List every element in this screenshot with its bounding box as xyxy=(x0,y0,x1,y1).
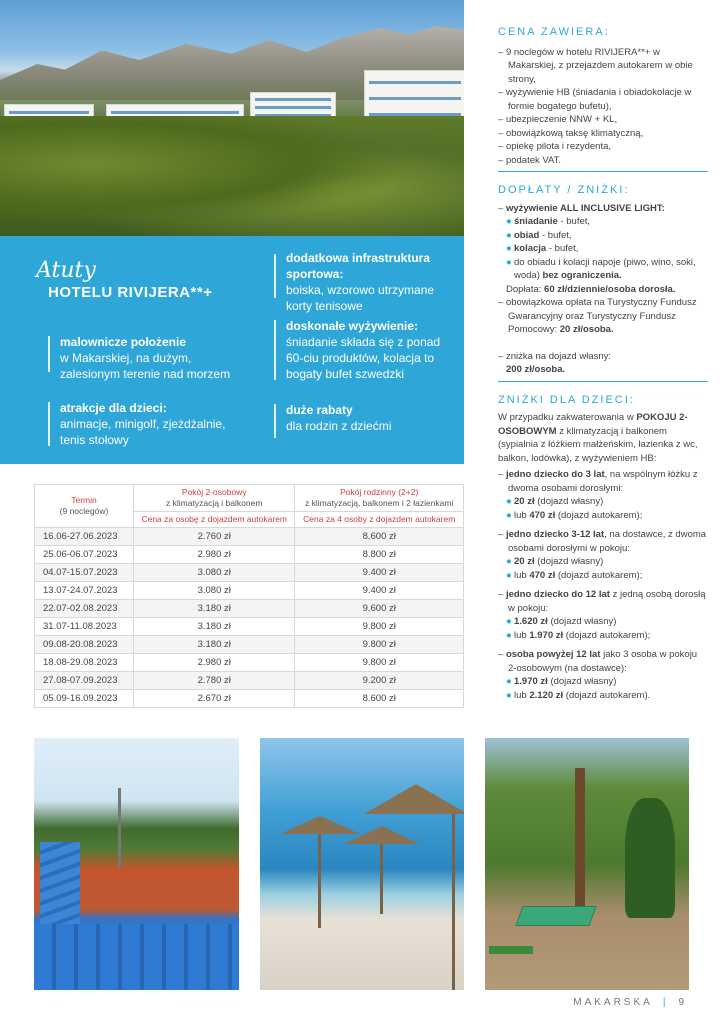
list-item: ● śniadanie - bufet, xyxy=(506,216,591,227)
surcharges-list xyxy=(498,202,708,377)
feature-discounts xyxy=(286,402,456,434)
term-cell: 04.07-15.07.2023 xyxy=(35,564,134,582)
room2-price-cell: 3.180 zł xyxy=(134,636,295,654)
straw-umbrella xyxy=(280,816,360,834)
price-table xyxy=(34,484,464,708)
term-cell: 27.08-07.09.2023 xyxy=(35,672,134,690)
term-cell: 16.06-27.06.2023 xyxy=(35,528,134,546)
feature-sports xyxy=(286,250,456,314)
olive-trees xyxy=(0,116,464,236)
list-item: ● 20 zł (dojazd własny) xyxy=(506,556,604,567)
feature-head: malownicze położenie xyxy=(60,335,187,349)
list-item: 200 zł/osoba. xyxy=(506,364,566,375)
child-discounts-list xyxy=(498,468,708,702)
list-item: ● lub 470 zł (dojazd autokarem); xyxy=(506,509,643,521)
list-item: – jedno dziecko do 12 lat z jedną osobą dorosłą w pokoju: xyxy=(498,589,706,614)
feature-divider xyxy=(274,320,276,380)
list-item: ● lub 470 zł (dojazd autokarem); xyxy=(506,569,643,581)
list-item: ● do obiadu i kolacji napoje (piwo, wino, soki, woda) bez ograniczenia. xyxy=(506,256,696,281)
page-number: 9 xyxy=(678,997,687,1008)
list-item: ● 1.620 zł (dojazd własny) xyxy=(506,616,617,627)
family-price-cell: 9.400 zł xyxy=(295,582,464,600)
family-price-cell: 9.400 zł xyxy=(295,564,464,582)
features-hotel-title: HOTELU RIVIJERA**+ xyxy=(48,284,213,301)
list-item: ● 20 zł (dojazd własny) xyxy=(506,496,604,507)
col-subheader-family-price: Cena za 4 osoby z dojazdem autokarem xyxy=(295,512,464,528)
room2-price-cell: 2.980 zł xyxy=(134,654,295,672)
feature-text: boiska, wzorowo utrzymane korty tenisowe xyxy=(286,283,435,313)
page-footer xyxy=(573,997,687,1008)
feature-divider xyxy=(274,254,276,298)
room2-price-cell: 3.180 zł xyxy=(134,600,295,618)
room2-price-cell: 2.780 zł xyxy=(134,672,295,690)
list-item: – jedno dziecko 3-12 lat, na dostawce, z dwoma osobami dorosłymi w pokoju: xyxy=(498,529,707,554)
table-row xyxy=(35,654,464,672)
family-price-cell: 8.800 zł xyxy=(295,546,464,564)
hotel-features-box xyxy=(0,236,464,464)
feature-text: dla rodzin z dziećmi xyxy=(286,419,392,433)
col-header-family: Pokój rodzinny (2+2) z klimatyzacją, balkonem i 2 łazienkami xyxy=(295,485,464,512)
room2-price-cell: 2.980 zł xyxy=(134,546,295,564)
feature-head: dodatkowa infrastruktura sportowa: xyxy=(286,251,431,281)
room2-price-cell: 2.670 zł xyxy=(134,690,295,708)
family-price-cell: 9.800 zł xyxy=(295,636,464,654)
ping-pong-table xyxy=(515,906,596,926)
table-row xyxy=(35,636,464,654)
list-item: ● lub 1.970 zł (dojazd autokarem); xyxy=(506,629,651,641)
list-item: – jedno dziecko do 3 lat, na wspólnym łóżku z dwoma osobami dorosłymi: xyxy=(498,469,698,494)
light-pole xyxy=(118,788,121,868)
term-cell: 05.09-16.09.2023 xyxy=(35,690,134,708)
beach-umbrellas-photo xyxy=(260,738,464,990)
list-item: – obowiązkową taksę klimatyczną, xyxy=(498,127,644,139)
col-header-term: Termin (9 noclegów) xyxy=(35,485,134,528)
list-item: Dopłata: 60 zł/dziennie/osoba dorosła. xyxy=(506,283,676,295)
feature-text: w Makarskiej, na dużym, zalesionym terenie nad morzem xyxy=(60,351,231,381)
table-row xyxy=(35,582,464,600)
family-price-cell: 9.800 zł xyxy=(295,618,464,636)
family-price-cell: 8.600 zł xyxy=(295,528,464,546)
feature-text: śniadanie składa się z ponad 60-ciu produktów, kolacja to bogaty bufet szwedzki xyxy=(286,335,441,381)
feature-location xyxy=(60,334,246,382)
tennis-court-photo xyxy=(34,738,239,990)
list-item: – opiekę pilota i rezydenta, xyxy=(498,141,612,152)
child-discounts-intro: W przypadku zakwaterowania w POKOJU 2-OSOBOWYM z klimatyzacją i balkonem (sypialnia z łóżkiem małżeńskim, łazienka z wc, balkon, lodówka), z wyżywieniem HB: xyxy=(498,412,698,464)
list-item: – zniżka na dojazd własny: xyxy=(498,350,612,362)
table-row xyxy=(35,564,464,582)
pine-tree xyxy=(625,798,675,918)
feature-text: animacje, minigolf, zjeżdżalnie, tenis stołowy xyxy=(60,417,226,447)
footer-divider: | xyxy=(662,997,669,1008)
section-divider xyxy=(498,381,708,382)
room2-price-cell: 2.760 zł xyxy=(134,528,295,546)
list-item: ● obiad - bufet, xyxy=(506,229,572,241)
table-row xyxy=(35,672,464,690)
list-item: – podatek VAT. xyxy=(498,154,562,166)
surcharges-heading: DOPŁATY / ZNIŻKI: xyxy=(498,184,630,196)
list-item: ● kolacja - bufet, xyxy=(506,243,579,254)
term-cell: 25.06-06.07.2023 xyxy=(35,546,134,564)
feature-divider xyxy=(48,402,50,446)
price-includes-list xyxy=(498,46,708,168)
list-item: – ubezpieczenie NNW + KL, xyxy=(498,114,618,125)
feature-divider xyxy=(48,336,50,372)
term-cell: 22.07-02.08.2023 xyxy=(35,600,134,618)
term-cell: 09.08-20.08.2023 xyxy=(35,636,134,654)
term-cell: 13.07-24.07.2023 xyxy=(35,582,134,600)
table-row xyxy=(35,600,464,618)
umbrella-pole xyxy=(452,814,455,990)
price-table-body xyxy=(35,528,464,708)
family-price-cell: 9.200 zł xyxy=(295,672,464,690)
straw-umbrella xyxy=(344,826,420,844)
park-bench xyxy=(489,946,533,954)
list-item: ● lub 2.120 zł (dojazd autokarem). xyxy=(506,689,651,701)
straw-umbrella xyxy=(364,784,464,814)
list-item: – 9 noclegów w hotelu RIVIJERA**+ w Makarskiej, z przejazdem autokarem w obie strony, xyxy=(498,46,693,85)
room2-price-cell: 3.080 zł xyxy=(134,564,295,582)
pine-trunk xyxy=(575,768,585,918)
table-row xyxy=(35,528,464,546)
term-cell: 18.08-29.08.2023 xyxy=(35,654,134,672)
price-includes-heading: CENA ZAWIERA: xyxy=(498,26,610,38)
feature-food xyxy=(286,318,456,382)
col-subheader-room2-price: Cena za osobę z dojazdem autokarem xyxy=(134,512,295,528)
feature-head: duże rabaty xyxy=(286,403,353,417)
list-item: ● 1.970 zł (dojazd własny) xyxy=(506,676,617,687)
list-item: – obowiązkowa opłata na Turystyczny Fundusz Gwarancyjny oraz Turystyczny Fundusz Pomocowy: 20 zł/osoba. xyxy=(498,297,697,335)
feature-kids xyxy=(60,400,240,448)
list-item: – wyżywienie HB (śniadania i obiadokolacje w formie bogatego bufetu), xyxy=(498,87,692,112)
features-script-title: Atuty xyxy=(36,258,96,283)
term-cell: 31.07-11.08.2023 xyxy=(35,618,134,636)
family-price-cell: 9.800 zł xyxy=(295,654,464,672)
feature-head: doskonałe wyżywienie: xyxy=(286,319,419,333)
umbrella-pole xyxy=(380,844,383,914)
child-discounts-heading: ZNIŻKI DLA DZIECI: xyxy=(498,393,635,406)
feature-divider xyxy=(274,404,276,438)
list-item: – osoba powyżej 12 lat jako 3 osoba w pokoju 2-osobowym (na dostawce): xyxy=(498,649,698,674)
family-price-cell: 8.600 zł xyxy=(295,690,464,708)
col-header-room2: Pokój 2-osobowy z klimatyzacją i balkonem xyxy=(134,485,295,512)
section-divider xyxy=(498,171,708,172)
stadium-seats xyxy=(34,924,239,990)
table-row xyxy=(35,618,464,636)
table-row xyxy=(35,546,464,564)
park-table-tennis-photo xyxy=(485,738,689,990)
family-price-cell: 9.600 zł xyxy=(295,600,464,618)
offer-details-column xyxy=(498,26,708,702)
list-item: – wyżywienie ALL INCLUSIVE LIGHT: xyxy=(498,202,665,214)
footer-place: MAKARSKA xyxy=(573,997,653,1008)
feature-head: atrakcje dla dzieci: xyxy=(60,401,167,415)
room2-price-cell: 3.080 zł xyxy=(134,582,295,600)
umbrella-pole xyxy=(318,834,321,928)
hotel-hero-photo xyxy=(0,0,464,236)
table-row xyxy=(35,690,464,708)
room2-price-cell: 3.180 zł xyxy=(134,618,295,636)
